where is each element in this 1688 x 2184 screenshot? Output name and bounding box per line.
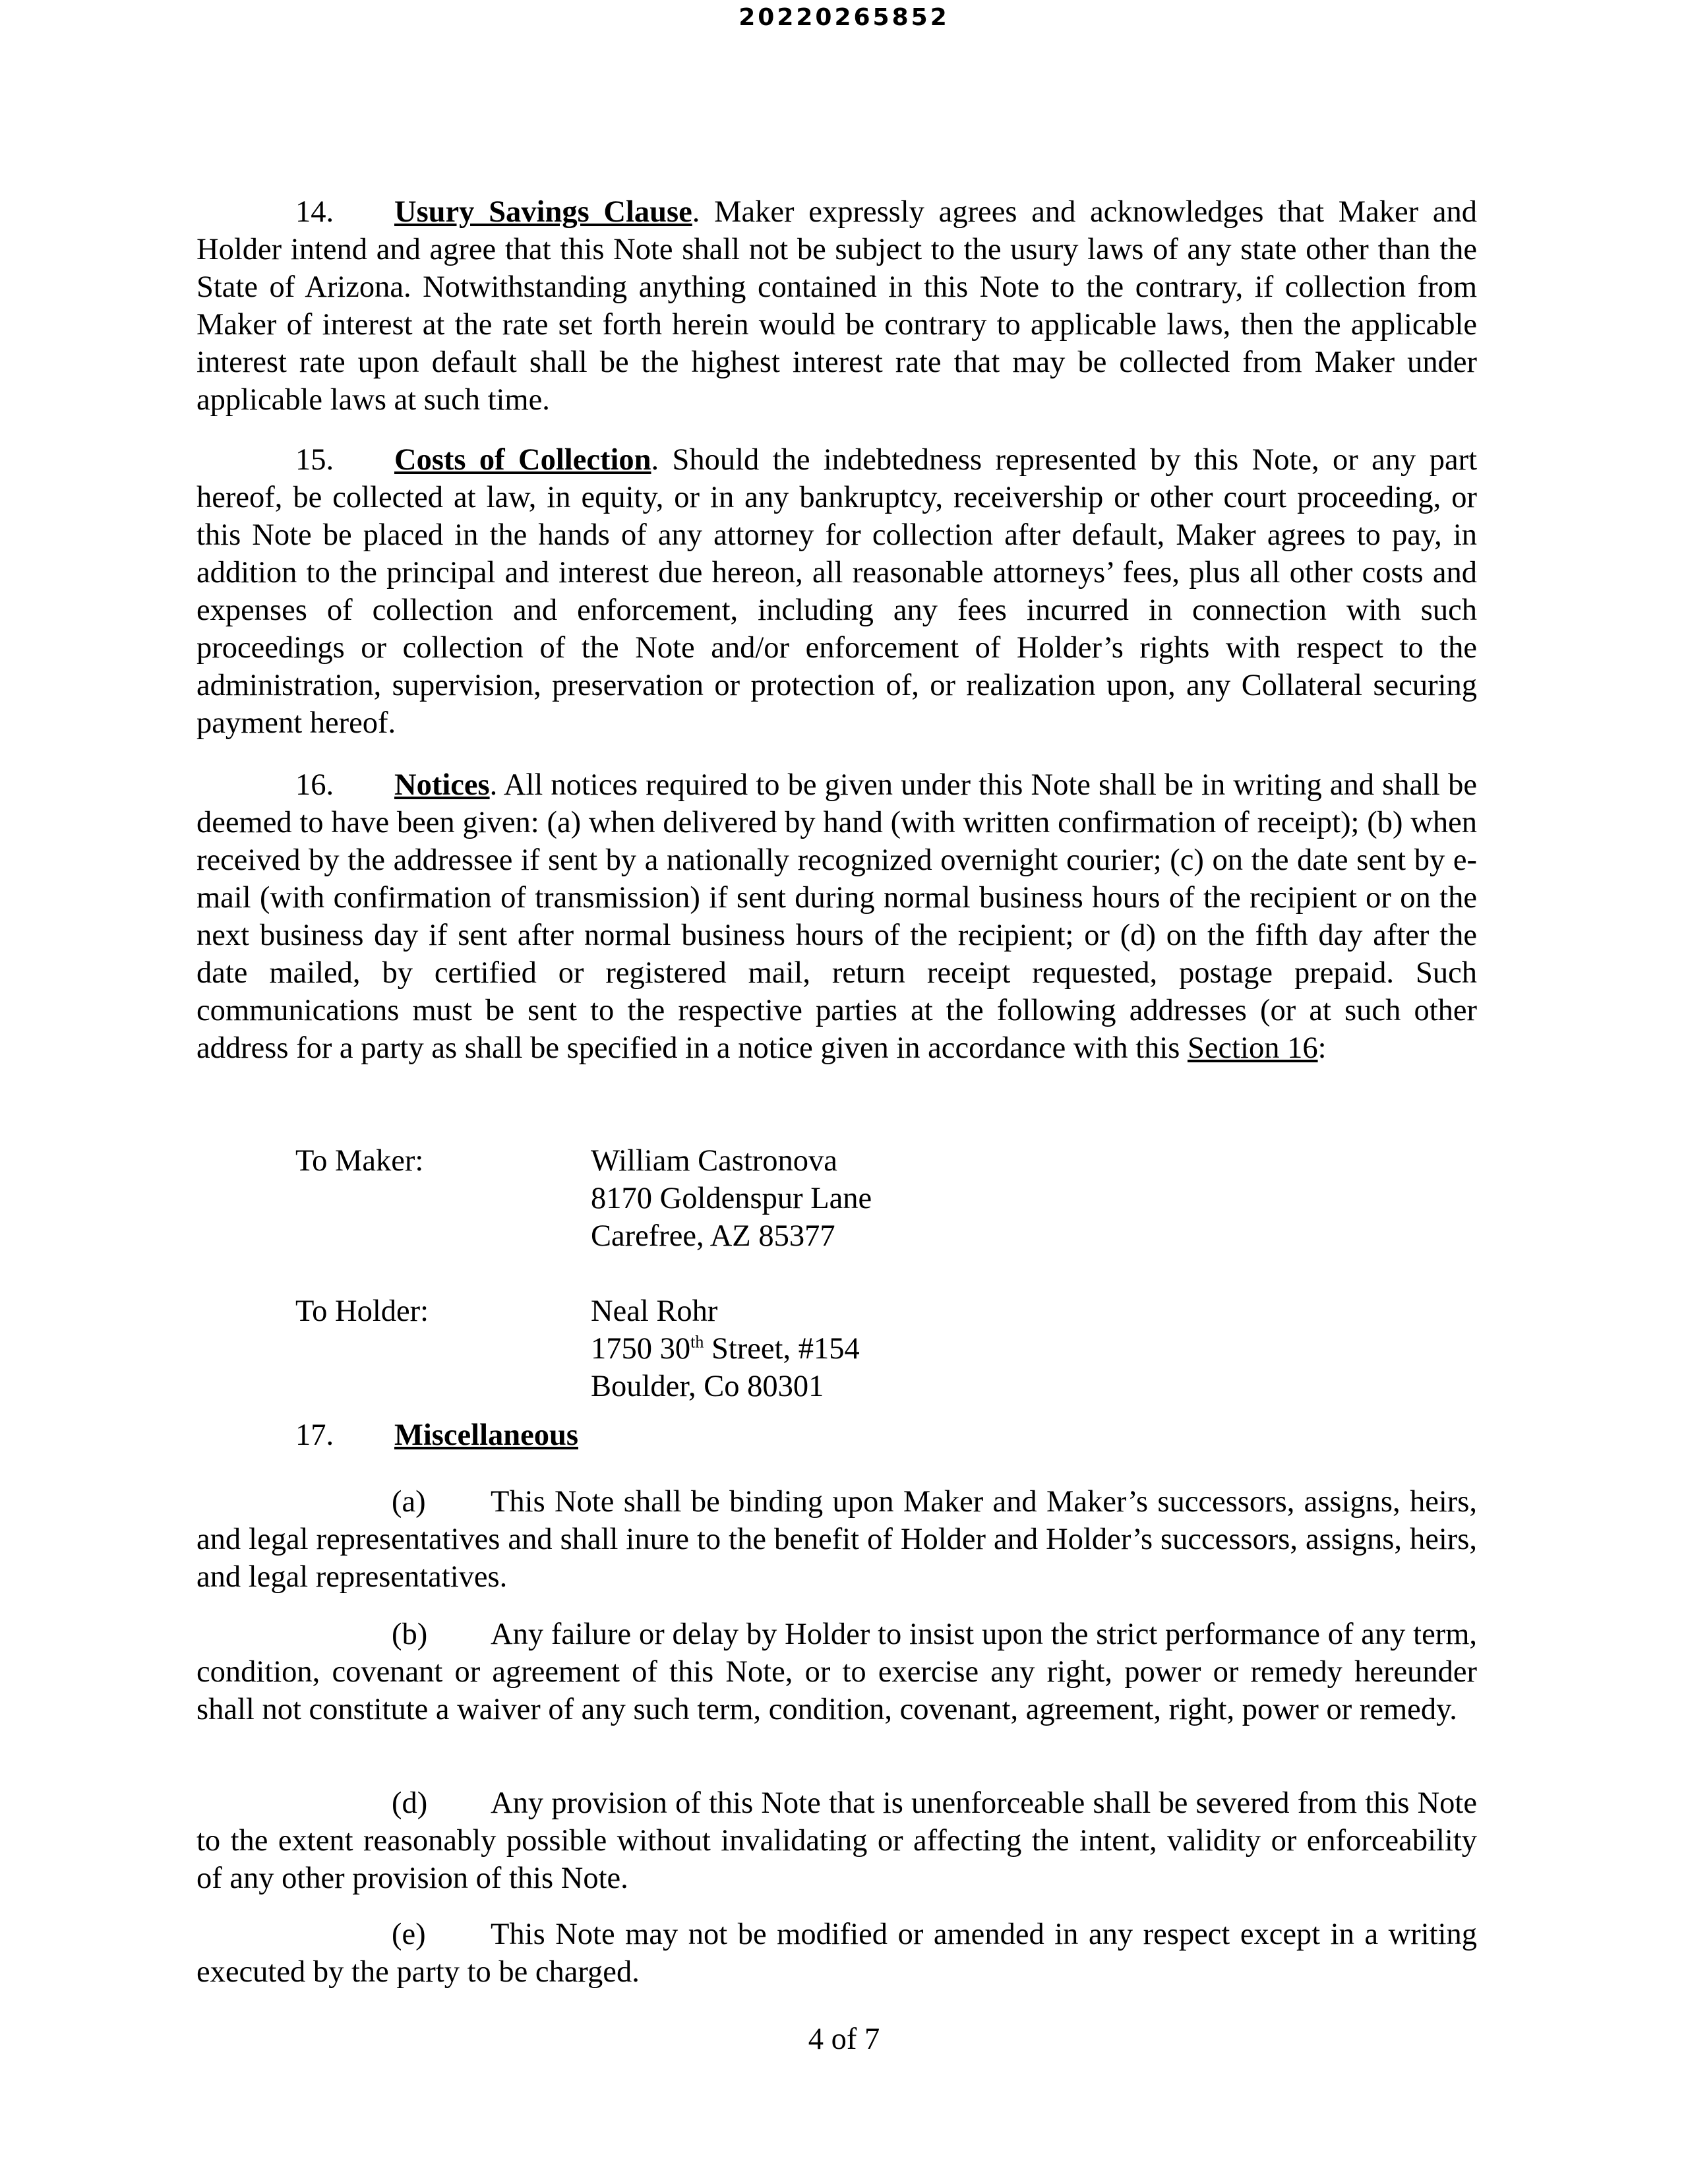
misc-item-b	[196, 1616, 1477, 1728]
item-label: (a)	[392, 1485, 426, 1519]
section-heading: Notices	[394, 768, 490, 802]
misc-item-a	[196, 1483, 1477, 1596]
document-number: 20220265852	[738, 4, 950, 31]
page-number: 4 of 7	[808, 2022, 880, 2056]
item-text: Any failure or delay by Holder to insist upon the strict performance of any term, condition, covenant or agreement of this Note, or to exercise any right, power or remedy hereunder shall not constitute a waiver of any such term, condition, covenant, agreement, right, power or remedy.	[196, 1618, 1477, 1726]
item-text: This Note shall be binding upon Maker and Maker’s successors, assigns, heirs, and legal representatives and shall inure to the benefit of Holder and Holder’s successors, assigns, heirs, and legal representatives.	[196, 1485, 1477, 1594]
section-number: 15.	[295, 443, 334, 477]
item-label: (e)	[392, 1918, 426, 1951]
item-text: This Note may not be modified or amended in any respect except in a writing executed by the party to be charged.	[196, 1918, 1477, 1989]
section-heading: Usury Savings Clause	[394, 195, 692, 229]
address-city: Carefree, AZ 85377	[591, 1219, 835, 1253]
address-city: Boulder, Co 80301	[591, 1370, 824, 1403]
address-street: 8170 Goldenspur Lane	[591, 1182, 872, 1215]
section-text: . Should the indebtedness represented by this Note, or any part hereof, be collected at law, in equity, or in any bankruptcy, receivership or other court proceeding, or this Note be placed in the hands of any attorney for collection after default, Maker agrees to pay, in addition to the principal and interest due hereon, all reasonable attorneys’ fees, plus all other costs and expenses of collection and enforcement, including any fees incurred in connection with such proceedings or collection of the Note and/or enforcement of Holder’s rights with respect to the administration, supervision, preservation or protection of, or realization upon, any Collateral securing payment hereof.	[196, 443, 1477, 740]
address-name: Neal Rohr	[591, 1294, 718, 1328]
address-lines	[591, 1292, 1382, 1405]
section-text: . All notices required to be given under this Note shall be in writing and shall be deemed to have been given: (a) when delivered by hand (with written confirmation of receipt); (b) when received by the addressee if sent by a nationally recognized overnight courier; (c) on the date sent by e-mail (with confirmation of transmission) if sent during normal business hours of the recipient or on the next business day if sent after normal business hours of the recipient; or (d) on the fifth day after the date mailed, by certified or registered mail, return receipt requested, postage prepaid. Such communications must be sent to the respective parties at the following addresses (or at such other address for a party as shall be specified in a notice given in accordance with this	[196, 768, 1477, 1065]
address-label: To Holder:	[295, 1294, 429, 1328]
section-number: 14.	[295, 195, 334, 229]
section-reference-link: Section 16	[1187, 1031, 1318, 1065]
address-lines	[591, 1142, 1382, 1255]
item-label: (d)	[392, 1786, 428, 1820]
section-17-miscellaneous-heading-row	[295, 1416, 578, 1454]
address-name: William Castronova	[591, 1144, 837, 1178]
section-16-notices: 16. Notices. All notices required to be given under this Note shall be in writing and shall be deemed to have been given: (a) when delivered by hand (with written confirmation of receipt); (b) when received by the addressee if sent by a nationally recognized overnight courier; (c) on the date sent by e-mail (with confirmation of transmission) if sent during normal business hours of the recipient or on the next business day if sent after normal business hours of the recipient; or (d) on the fifth day after the date mailed, by certified or registered mail, return receipt requested, postage prepaid. Such communications must be sent to the respective parties at the following addresses (or at such other address for a party as shall be specified in a notice given in accordance with this Section 16:	[196, 766, 1477, 1067]
misc-item-e	[196, 1916, 1477, 1991]
misc-item-d	[196, 1784, 1477, 1897]
item-label: (b)	[392, 1618, 428, 1651]
address-label: To Maker:	[295, 1144, 424, 1178]
section-text: . Maker expressly agrees and acknowledges that Maker and Holder intend and agree that this Note shall not be subject to the usury laws of any state other than the State of Arizona. Notwithstanding anything contained in this Note to the contrary, if collection from Maker of interest at the rate set forth herein would be contrary to applicable laws, then the applicable interest rate upon default shall be the highest interest rate that may be collected from Maker under applicable laws at such time.	[196, 195, 1478, 417]
section-14-usury-savings	[196, 193, 1477, 419]
address-street: 1750 30th Street, #154	[591, 1332, 860, 1366]
item-text: Any provision of this Note that is unenforceable shall be severed from this Note to the extent reasonably possible without invalidating or affecting the intent, validity or enforceability of any other provision of this Note.	[196, 1786, 1477, 1895]
section-15-costs-of-collection	[196, 441, 1477, 742]
section-number: 16.	[295, 768, 334, 802]
section-number: 17.	[295, 1418, 334, 1452]
section-heading: Miscellaneous	[394, 1418, 578, 1452]
section-heading: Costs of Collection	[394, 443, 651, 477]
